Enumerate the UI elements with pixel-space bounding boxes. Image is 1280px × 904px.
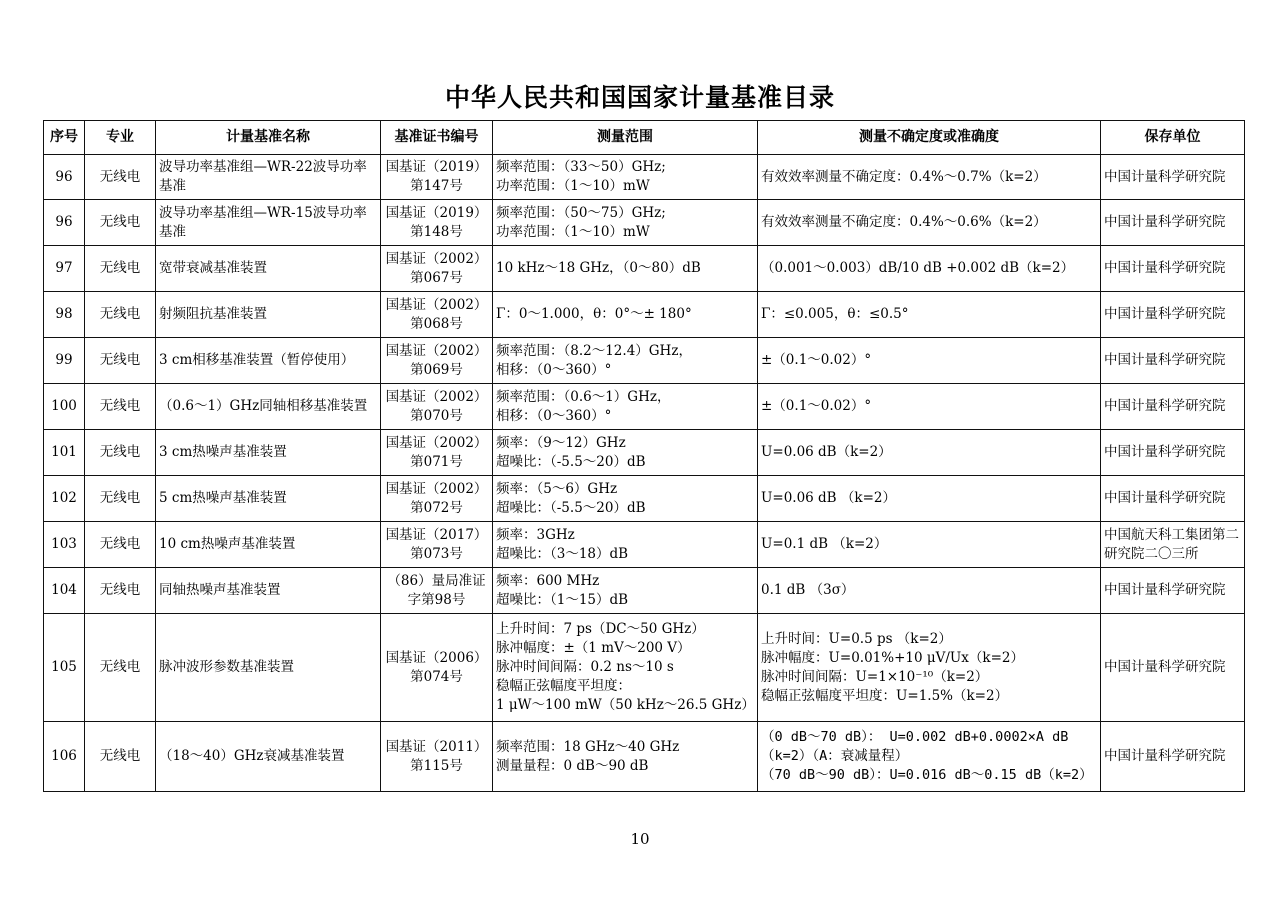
cell-uncertainty-line: Γ：≤0.005，θ：≤0.5° (761, 306, 909, 322)
cell-range-line: 频率：（9～12）GHz (496, 434, 626, 451)
cell-name: 射频阻抗基准装置 (156, 292, 381, 338)
table-row (44, 476, 1245, 522)
cell-uncertainty-line: （70 dB～90 dB）：U=0.016 dB～0.15 dB（k=2） (761, 767, 1093, 783)
cell-range-line: 超噪比：（-5.5～20）dB (496, 499, 646, 516)
cell-cert (381, 476, 493, 522)
cell-cert-line: 国基证（2006） (385, 649, 488, 666)
cell-cert-line: 第071号 (410, 453, 463, 470)
cell-range-line: 频率：3GHz (496, 526, 575, 543)
cell-cert-line: （86）量局准证 (387, 572, 486, 589)
cell-range (493, 200, 758, 246)
cell-unit: 中国计量科学研究院 (1101, 614, 1245, 722)
cell-range (493, 155, 758, 200)
cell-range (493, 722, 758, 792)
cell-field: 无线电 (85, 338, 156, 384)
cell-no: 101 (44, 430, 85, 476)
cell-cert (381, 522, 493, 568)
cell-unit: 中国计量科学研究院 (1101, 722, 1245, 792)
cell-cert-line: 国基证（2002） (385, 388, 488, 405)
cell-cert-line: 第072号 (410, 499, 463, 516)
cell-cert-line: 第074号 (410, 668, 463, 685)
cell-cert-line: 国基证（2002） (385, 296, 488, 313)
header-unit: 保存单位 (1101, 121, 1245, 155)
cell-cert-line: 第073号 (410, 545, 463, 562)
cell-cert (381, 614, 493, 722)
header-range: 测量范围 (493, 121, 758, 155)
cell-range-line: 1 μW～100 mW（50 kHz～26.5 GHz） (496, 697, 755, 713)
cell-no: 104 (44, 568, 85, 614)
table-row (44, 430, 1245, 476)
cell-no: 102 (44, 476, 85, 522)
cell-range-line: 上升时间：7 ps（DC～50 GHz） (496, 621, 705, 637)
table-header-row (44, 121, 1245, 155)
page-number: 10 (630, 830, 650, 848)
cell-field: 无线电 (85, 522, 156, 568)
cell-range-line: 频率范围：18 GHz～40 GHz (496, 738, 680, 755)
cell-field: 无线电 (85, 614, 156, 722)
cell-range-line: 脉冲时间间隔：0.2 ns～10 s (496, 659, 674, 675)
cell-name: 波导功率基准组—WR-15波导功率基准 (156, 200, 381, 246)
cell-field: 无线电 (85, 292, 156, 338)
cell-uncertainty-line: 有效效率测量不确定度：0.4%～0.6%（k=2） (761, 214, 1047, 230)
cell-field: 无线电 (85, 384, 156, 430)
cell-cert-line: 国基证（2019） (385, 204, 488, 221)
table-row (44, 246, 1245, 292)
cell-cert-line: 第070号 (410, 407, 463, 424)
cell-uncertainty (758, 155, 1101, 200)
cell-range (493, 246, 758, 292)
cell-no: 96 (44, 155, 85, 200)
cell-range-line: 超噪比：（1～15）dB (496, 591, 629, 608)
cell-range (493, 522, 758, 568)
cell-cert-line: 第067号 (410, 269, 463, 286)
cell-unit: 中国计量科学研究院 (1101, 155, 1245, 200)
cell-cert-line: 字第98号 (407, 591, 466, 608)
cell-uncertainty-line: （0.001～0.003）dB/10 dB +0.002 dB（k=2） (761, 260, 1075, 276)
cell-uncertainty (758, 430, 1101, 476)
cell-cert-line: 第147号 (410, 178, 463, 194)
cell-unit: 中国计量科学研究院 (1101, 568, 1245, 614)
cell-range-line: 脉冲幅度：±（1 mV～200 V） (496, 640, 691, 656)
cell-range (493, 338, 758, 384)
cell-uncertainty (758, 292, 1101, 338)
cell-uncertainty-line: 脉冲时间间隔：U=1×10⁻¹⁰（k=2） (761, 668, 989, 685)
cell-unit: 中国计量科学研究院 (1101, 292, 1245, 338)
cell-cert (381, 568, 493, 614)
cell-name: 脉冲波形参数基准装置 (156, 614, 381, 722)
cell-uncertainty (758, 200, 1101, 246)
cell-name: （18～40）GHz衰减基准装置 (156, 722, 381, 792)
cell-uncertainty (758, 568, 1101, 614)
cell-cert-line: 第068号 (410, 315, 463, 332)
cell-cert-line: 国基证（2011） (385, 738, 488, 755)
cell-field: 无线电 (85, 246, 156, 292)
cell-uncertainty (758, 246, 1101, 292)
cell-uncertainty (758, 384, 1101, 430)
cell-no: 98 (44, 292, 85, 338)
table-row (44, 568, 1245, 614)
cell-range-line: 频率范围：（0.6～1）GHz， (496, 388, 671, 405)
cell-range-line: 相移：（0～360）° (496, 407, 612, 424)
cell-range-line: 功率范围：（1～10）mW (496, 223, 650, 240)
cell-unit: 中国航天科工集团第二研究院二〇三所 (1101, 522, 1245, 568)
page-title: 中华人民共和国国家计量基准目录 (444, 83, 835, 112)
cell-uncertainty (758, 522, 1101, 568)
cell-range-line: 频率范围：（33～50）GHz; (496, 159, 666, 175)
cell-unit: 中国计量科学研究院 (1101, 430, 1245, 476)
cell-range-line: Γ：0～1.000，θ：0°～± 180° (496, 306, 692, 322)
cell-name: 同轴热噪声基准装置 (156, 568, 381, 614)
cell-name: 10 cm热噪声基准装置 (156, 522, 381, 568)
cell-unit: 中国计量科学研究院 (1101, 246, 1245, 292)
cell-unit: 中国计量科学研究院 (1101, 200, 1245, 246)
cell-cert-line: 国基证（2002） (385, 250, 488, 267)
cell-uncertainty (758, 614, 1101, 722)
cell-cert-line: 第069号 (410, 361, 463, 378)
cell-field: 无线电 (85, 722, 156, 792)
cell-range-line: 稳幅正弦幅度平坦度： (496, 678, 631, 694)
cell-range-line: 频率范围：（50～75）GHz; (496, 204, 666, 221)
cell-name: 5 cm热噪声基准装置 (156, 476, 381, 522)
cell-no: 96 (44, 200, 85, 246)
header-cert: 基准证书编号 (381, 121, 493, 155)
cell-field: 无线电 (85, 155, 156, 200)
table-row (44, 292, 1245, 338)
cell-cert (381, 246, 493, 292)
cell-no: 103 (44, 522, 85, 568)
cell-range-line: 10 kHz～18 GHz，（0～80）dB (496, 260, 701, 276)
cell-range-line: 超噪比：（3～18）dB (496, 545, 629, 562)
cell-cert-line: 国基证（2019） (385, 159, 488, 175)
header-no: 序号 (44, 121, 85, 155)
cell-range-line: 功率范围：（1～10）mW (496, 178, 650, 194)
cell-uncertainty-line: ±（0.1～0.02）° (761, 398, 872, 414)
cell-unit: 中国计量科学研究院 (1101, 384, 1245, 430)
cell-no: 106 (44, 722, 85, 792)
cell-cert (381, 430, 493, 476)
cell-range (493, 614, 758, 722)
cell-name: 宽带衰减基准装置 (156, 246, 381, 292)
cell-range (493, 430, 758, 476)
table-row (44, 200, 1245, 246)
cell-uncertainty-line: U=0.06 dB（k=2） (761, 444, 892, 460)
cell-no: 97 (44, 246, 85, 292)
cell-uncertainty-line: 稳幅正弦幅度平坦度：U=1.5%（k=2） (761, 687, 1009, 704)
cell-uncertainty (758, 338, 1101, 384)
cell-uncertainty-line: U=0.06 dB （k=2） (761, 490, 896, 506)
table-row (44, 384, 1245, 430)
standards-table (43, 120, 1245, 792)
header-field: 专业 (85, 121, 156, 155)
cell-field: 无线电 (85, 568, 156, 614)
cell-cert (381, 200, 493, 246)
cell-range-line: 频率：（5～6）GHz (496, 480, 618, 497)
cell-range-line: 频率：600 MHz (496, 572, 600, 589)
cell-uncertainty-line: 上升时间：U=0.5 ps （k=2） (761, 630, 952, 647)
cell-cert-line: 第148号 (410, 223, 463, 240)
cell-cert-line: 国基证（2002） (385, 434, 488, 451)
cell-name: 3 cm相移基准装置（暂停使用） (156, 338, 381, 384)
cell-cert-line: 第115号 (410, 757, 463, 774)
table-row (44, 522, 1245, 568)
cell-range (493, 476, 758, 522)
cell-unit: 中国计量科学研究院 (1101, 476, 1245, 522)
cell-range (493, 568, 758, 614)
cell-cert (381, 384, 493, 430)
table-row (44, 155, 1245, 200)
cell-cert-line: 国基证（2002） (385, 342, 488, 359)
cell-range-line: 测量量程：0 dB～90 dB (496, 757, 649, 774)
cell-range-line: 频率范围：（8.2～12.4）GHz， (496, 342, 692, 359)
cell-field: 无线电 (85, 476, 156, 522)
table-row (44, 614, 1245, 722)
cell-uncertainty (758, 476, 1101, 522)
cell-range (493, 384, 758, 430)
cell-uncertainty-line: 脉冲幅度：U=0.01%+10 μV/Ux（k=2） (761, 649, 1024, 666)
cell-uncertainty (758, 722, 1101, 792)
cell-field: 无线电 (85, 430, 156, 476)
cell-no: 105 (44, 614, 85, 722)
cell-uncertainty-line: U=0.1 dB （k=2） (761, 536, 888, 552)
cell-cert (381, 722, 493, 792)
cell-no: 99 (44, 338, 85, 384)
table-row (44, 722, 1245, 792)
cell-uncertainty-line: 0.1 dB （3σ） (761, 582, 855, 598)
header-name: 计量基准名称 (156, 121, 381, 155)
cell-cert-line: 国基证（2002） (385, 480, 488, 497)
cell-name: 3 cm热噪声基准装置 (156, 430, 381, 476)
cell-cert (381, 155, 493, 200)
cell-name: 波导功率基准组—WR-22波导功率基准 (156, 155, 381, 200)
table-row (44, 338, 1245, 384)
cell-uncertainty-line: （k=2）（A：衰减量程） (761, 748, 909, 764)
cell-cert (381, 292, 493, 338)
cell-cert (381, 338, 493, 384)
cell-name: （0.6～1）GHz同轴相移基准装置 (156, 384, 381, 430)
cell-no: 100 (44, 384, 85, 430)
cell-uncertainty-line: （0 dB～70 dB）： U=0.002 dB+0.0002×A dB (761, 729, 1069, 745)
cell-unit: 中国计量科学研究院 (1101, 338, 1245, 384)
cell-range (493, 292, 758, 338)
cell-cert-line: 国基证（2017） (385, 526, 488, 543)
cell-range-line: 相移：（0～360）° (496, 361, 612, 378)
cell-range-line: 超噪比：（-5.5～20）dB (496, 453, 646, 470)
cell-uncertainty-line: 有效效率测量不确定度：0.4%～0.7%（k=2） (761, 168, 1047, 185)
cell-uncertainty-line: ±（0.1～0.02）° (761, 352, 872, 368)
header-uncertainty: 测量不确定度或准确度 (758, 121, 1101, 155)
cell-field: 无线电 (85, 200, 156, 246)
